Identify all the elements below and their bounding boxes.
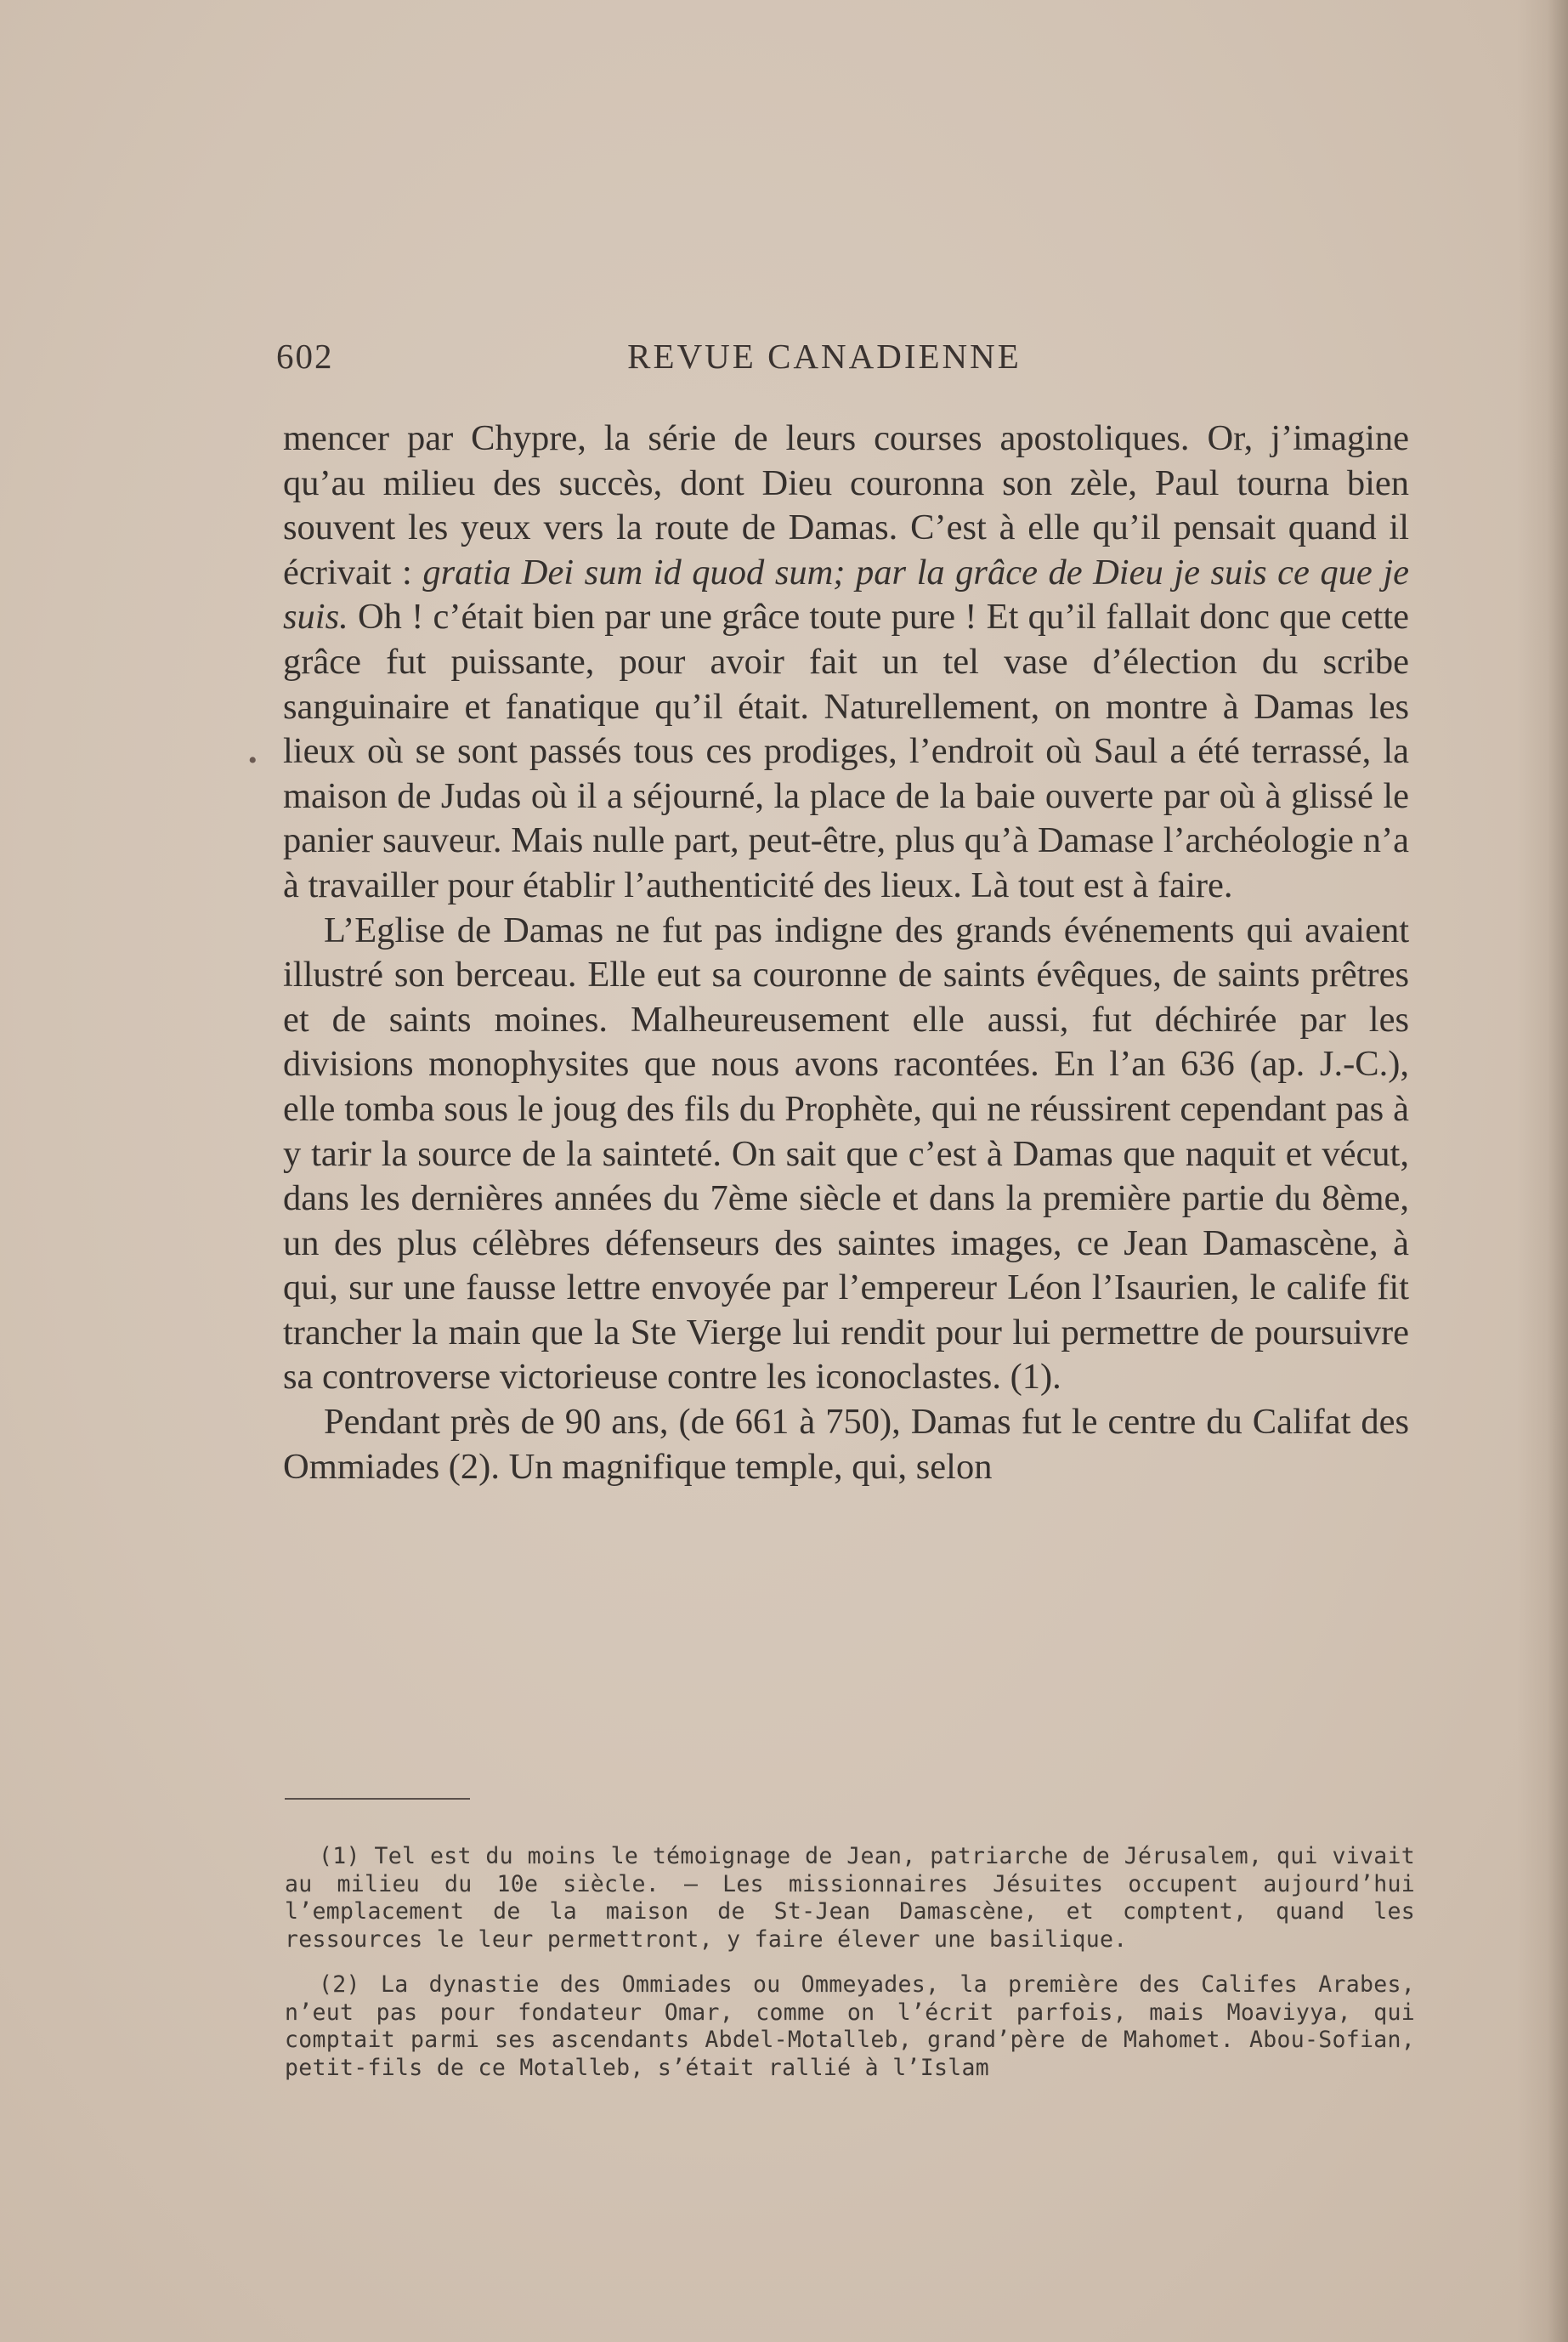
spine-shadow [1517,0,1568,2342]
paragraph-3: Pendant près de 90 ans, (de 661 à 750), Damas fut le centre du Califat des Ommiades (2). Un magnifique temple, qui, selon [283,1402,1409,1487]
paragraph-1 [283,417,1409,909]
paragraph-2: L’Eglise de Damas ne fut pas indigne des grands événements qui avaient illustré son berceau. Elle eut sa couronne de saints évêques, de saints prêtres et de saints moines. Malheureusement elle aussi, fut déchirée par les divisions monophysites que nous avons racontées. En l’an 636 (ap. J.-C.), elle tomba sous le joug des fils du Prophète, qui ne réussirent cependant pas à y tarir la source de la sainteté. On sait que c’est à Damas que naquit et vécut, dans les dernières années du 7ème siècle et dans la première partie du 8ème, un des plus célèbres défenseurs des saintes images, ce Jean Damascène, à qui, sur une fausse lettre envoyée par l’empereur Léon l’Isaurien, le calife fit trancher la main que la Ste Vierge lui rendit pour lui permettre de poursuivre sa controverse victorieuse contre les iconoclastes. (1). [283,910,1409,1398]
latin-quote: gratia Dei sum id quod sum; par la grâce de Dieu je suis ce que je suis. [283,552,1409,638]
running-title: REVUE CANADIENNE [627,337,1022,376]
paragraph-1-part-a: mencer par Chypre, la série de leurs courses apostoliques. Or, j’imagine qu’au milieu des succès, dont Dieu couronna son zèle, Paul tourna bien souvent les yeux vers la route de Damas. C’est à elle qu’il pensait quand il écrivait : [283,418,1409,593]
page-number: 602 [276,337,334,376]
paragraph-1-part-b: Oh ! c’était bien par une grâce toute pure ! Et qu’il fallait donc que cette grâce fut puissante, pour avoir fait un tel vase d’élection du scribe sanguinaire et fanatique qu’il était. Naturellement, on montre à Damas les lieux où se sont passés tous ces prodiges, l’endroit où Saul a été terrassé, la maison de Judas où il a séjourné, la place de la baie ouverte par où à glissé le panier sauveur. Mais nulle part, peut-être, plus qu’à Damase l’archéologie n’a à travailler pour établir l’authenticité des lieux. Là tout est à faire. [283,597,1409,905]
footnotes [285,1843,1415,2100]
page-header [276,336,1415,378]
main-text [283,417,1409,1489]
margin-mark: • [248,746,258,774]
footnote-2: (2) La dynastie des Ommiades ou Ommeyades, la première des Califes Arabes, n’eut pas pour fondateur Omar, comme on l’écrit parfois, mais Moaviyya, qui comptait parmi ses ascendants Abdel-Motalleb, grand’père de Mahomet. Abou-Sofian, petit-fils de ce Motalleb, s’était rallié à l’Islam [285,1971,1415,2081]
footnote-1: (1) Tel est du moins le témoignage de Jean, patriarche de Jérusalem, qui vivait au milieu du 10e siècle. — Les missionnaires Jésuites occupent aujourd’hui l’emplacement de la maison de St-Jean Damascène, et comptent, quand les ressources le leur permettront, y faire élever une basilique. [285,1843,1415,1953]
footnote-divider [285,1798,470,1800]
